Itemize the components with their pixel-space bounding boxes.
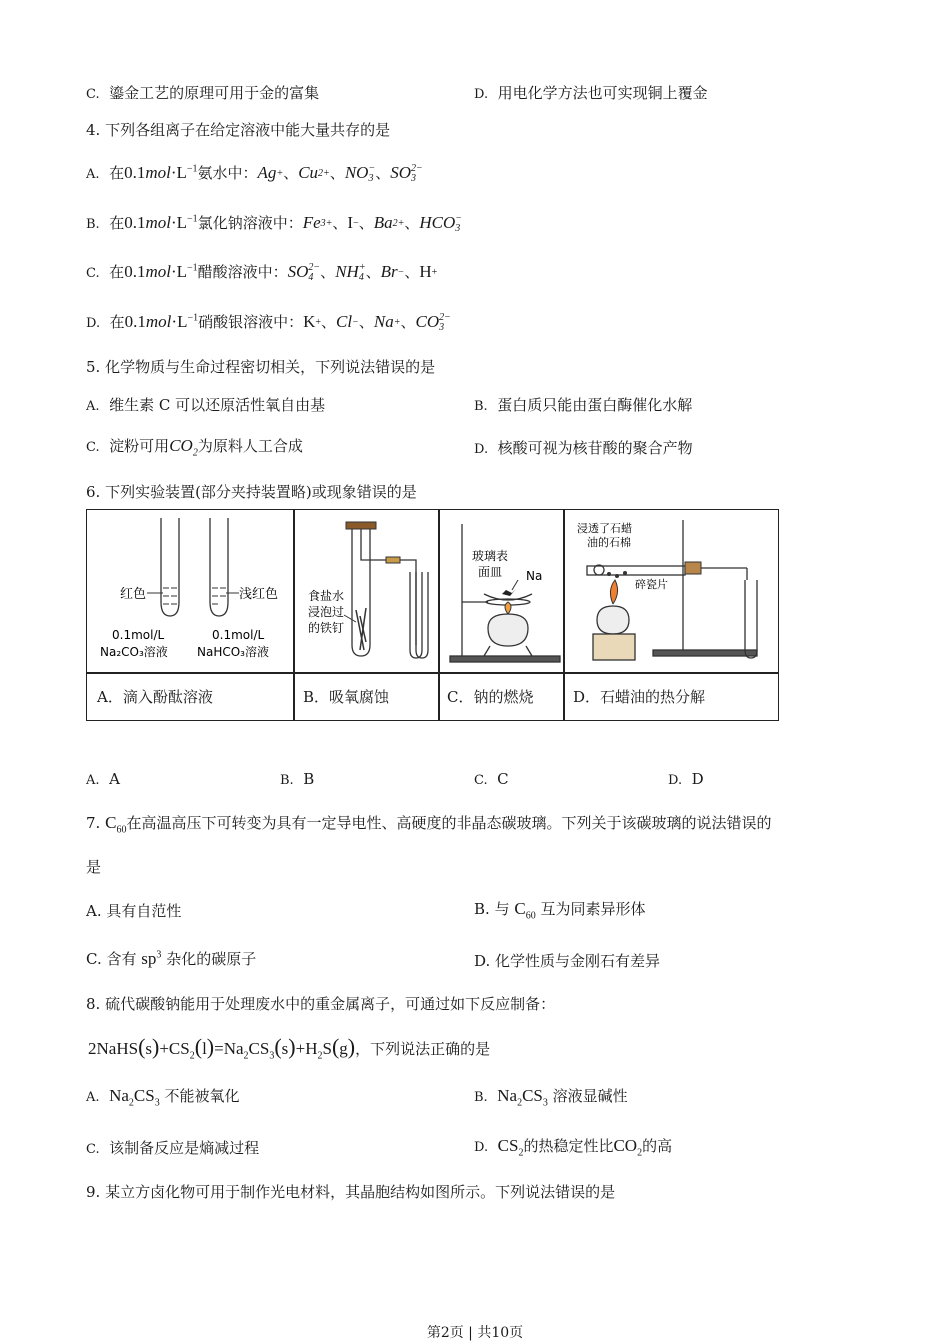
option-text-tail: 互为同素异形体 [540, 900, 646, 918]
label-dish: 面皿 [478, 565, 503, 579]
concentration-unit: mol [145, 312, 172, 331]
solvent-text: 氯化钠溶液中： [197, 214, 303, 232]
caption-a: A．滴入酚酞溶液 [97, 688, 213, 706]
question-8-stem: 8. 硫代碳酸钠能用于处理废水中的重金属离子，可通过如下反应制备： [86, 995, 556, 1013]
concentration-value: 0.1 [124, 262, 146, 281]
ion-formula: SO 2− 3 [390, 163, 423, 185]
ion-separator: 、 [365, 263, 381, 281]
formula-sp3: $sp^3$ [141, 949, 162, 968]
formula-na2cs3: $Na_2CS_3$ [109, 1086, 160, 1109]
solvent-text: 硝酸银溶液中： [198, 313, 304, 331]
option-letter: C. [86, 1142, 100, 1157]
experiment-table [86, 509, 779, 721]
label-porcelain-chips: 碎瓷片 [635, 578, 668, 591]
page-footer: 第2页 | 共10页 [426, 1325, 524, 1341]
label-solution-2: NaHCO₃溶液 [197, 645, 269, 659]
formula-c60: $C_{60}$ [105, 813, 127, 836]
option-letter: B. [474, 399, 488, 414]
ion-formula: Ba 2+ [373, 213, 405, 232]
option-text: 在 [109, 164, 125, 182]
formula-na2cs3: $Na_2CS_3$ [497, 1086, 548, 1109]
option-letter: D. [668, 773, 683, 788]
option-letter: A. [86, 1090, 100, 1105]
ion-separator: 、 [400, 313, 416, 331]
label-solution-1: Na₂CO₃溶液 [100, 645, 168, 659]
option-text: 与 [494, 900, 510, 918]
caption-b: B．吸氧腐蚀 [303, 688, 390, 706]
figure-a-test-tubes [87, 510, 293, 672]
option-7d [474, 950, 660, 971]
ion-formula: NH + 4 [335, 262, 366, 284]
option-letter: A. [86, 399, 100, 414]
ion-formula: SO 2− 4 [287, 262, 321, 284]
option-text: 具有自范性 [106, 902, 182, 920]
label-red: 红色 [120, 587, 147, 602]
option-text: D [691, 770, 704, 788]
option-letter: A. [86, 167, 100, 182]
figure-c-sodium-burning [440, 510, 563, 672]
option-8b [474, 1085, 628, 1108]
equation-tail: ，下列说法正确的是 [355, 1040, 491, 1058]
option-text: 淀粉可用 [109, 437, 170, 455]
option-8c [86, 1137, 259, 1158]
figure-d-paraffin-cracking [565, 510, 779, 672]
option-letter: B. [86, 217, 100, 232]
option-text: 在 [109, 263, 125, 281]
ion-formula: Cu 2+ [298, 163, 330, 182]
ion-formula: HCO − 3 [419, 213, 463, 235]
option-text: 不能被氧化 [164, 1087, 240, 1105]
option-text: 用电化学方法也可实现铜上覆金 [497, 84, 708, 102]
ion-separator: 、 [358, 214, 374, 232]
ion-separator: 、 [404, 263, 420, 281]
option-text: B [303, 770, 315, 788]
ion-separator: 、 [320, 263, 336, 281]
option-letter: B. [474, 1090, 488, 1105]
concentration-unit-l: $\cdot L^{-1}$ [171, 213, 198, 232]
option-6a [86, 770, 120, 788]
option-letter: A. [86, 773, 100, 788]
option-text: A [109, 770, 120, 788]
caption-d: D．石蜡油的热分解 [573, 688, 706, 706]
option-5d [474, 437, 693, 458]
ion-formula: H + [419, 262, 438, 281]
option-4a [86, 162, 423, 184]
option-letter: C. [86, 87, 100, 102]
ion-separator: 、 [375, 164, 391, 182]
option-5c [86, 435, 303, 458]
ion-formula: Ag + [257, 163, 284, 182]
ion-separator: 、 [283, 164, 299, 182]
option-letter: D. [86, 316, 101, 331]
option-7b [474, 898, 646, 921]
concentration-value: 0.1 [124, 163, 146, 182]
option-4b [86, 212, 462, 234]
ion-separator: 、 [358, 313, 374, 331]
formula-cs2: $CS_2$ [497, 1136, 524, 1159]
option-5a [86, 394, 325, 415]
option-6b [280, 770, 314, 788]
ion-separator: 、 [332, 214, 348, 232]
concentration-unit-l: $\cdot L^{-1}$ [170, 262, 198, 281]
option-letter: B. [280, 773, 294, 788]
option-3c [86, 82, 319, 103]
question-9-stem: 9. 某立方卤化物可用于制作光电材料，其晶胞结构如图所示。下列说法错误的是 [86, 1183, 616, 1201]
option-text: C [497, 770, 509, 788]
question-number: 7. [86, 814, 101, 832]
label-conc-2: 0.1mol/L [212, 628, 265, 642]
concentration-value: 0.1 [124, 312, 146, 331]
concentration-unit: mol [145, 262, 171, 281]
option-letter: C. [474, 773, 488, 788]
option-text: 含有 [106, 950, 137, 968]
option-text: 化学性质与金刚石有差异 [495, 952, 661, 970]
label-soaked: 浸泡过 [308, 605, 345, 619]
question-4-stem: 4. 下列各组离子在给定溶液中能大量共存的是 [86, 121, 391, 139]
option-letter: B. [474, 900, 490, 918]
formula-c60: $C_{60}$ [514, 899, 536, 922]
ion-formula: Cl − [336, 312, 359, 331]
table-divider [87, 672, 778, 674]
ion-formula: I − [347, 213, 359, 232]
option-text: 溶液显碱性 [552, 1087, 628, 1105]
option-letter: C. [86, 440, 100, 455]
option-text: 该制备反应是熵减过程 [109, 1139, 260, 1157]
option-letter: D. [474, 442, 489, 457]
label-iron-nail: 的铁钉 [308, 621, 345, 635]
label-watch-glass: 玻璃表 [472, 549, 509, 563]
ion-formula: Fe 3+ [302, 213, 333, 232]
option-5b [474, 394, 692, 415]
option-text: 蛋白质只能由蛋白酶催化水解 [497, 396, 693, 414]
concentration-unit-l: $\cdot L^{-1}$ [171, 312, 199, 331]
ion-formula: Na + [373, 312, 401, 331]
question-7-stem-line2: 是 [86, 858, 102, 876]
solvent-text: 氨水中： [197, 164, 258, 182]
option-text: 维生素 C 可以还原活性氧自由基 [109, 396, 326, 414]
formula-co2: $CO_2$ [169, 436, 198, 459]
option-4c [86, 261, 437, 283]
option-letter: A. [86, 902, 102, 920]
option-8a [86, 1085, 240, 1108]
ion-separator: 、 [329, 164, 345, 182]
option-text: 鎏金工艺的原理可用于金的富集 [109, 84, 320, 102]
stem-text: 在高温高压下可转变为具有一定导电性、高硬度的非晶态碳玻璃。下列关于该碳玻璃的说法错误的 [126, 814, 772, 832]
option-4d [86, 311, 451, 333]
question-7-stem-line1 [86, 812, 771, 835]
reaction-equation [88, 1034, 490, 1061]
option-8d [474, 1135, 672, 1158]
concentration-unit: mol [145, 213, 171, 232]
ion-formula: Br − [380, 262, 405, 281]
question-6-stem: 6. 下列实验装置(部分夹持装置略)或现象错误的是 [86, 483, 417, 501]
option-text: 的热稳定性比 [523, 1137, 614, 1155]
label-soaked-asbestos-2: 油的石棉 [587, 536, 631, 549]
option-letter: C. [86, 950, 102, 968]
option-text: 核酸可视为核苷酸的聚合产物 [497, 439, 693, 457]
caption-c: C．钠的燃烧 [447, 688, 534, 706]
label-brine: 食盐水 [308, 589, 345, 603]
option-letter: D. [474, 1140, 489, 1155]
option-text-tail: 为原料人工合成 [197, 437, 303, 455]
concentration-unit: mol [145, 163, 171, 182]
ion-separator: 、 [404, 214, 420, 232]
option-text-tail: 的高 [642, 1137, 673, 1155]
question-5-stem: 5. 化学物质与生命过程密切相关，下列说法错误的是 [86, 358, 436, 376]
concentration-unit-l: $\cdot L^{-1}$ [170, 163, 198, 182]
option-7c [86, 948, 256, 969]
concentration-value: 0.1 [124, 213, 146, 232]
option-6c [474, 770, 509, 788]
ion-formula: NO − 3 [344, 163, 376, 185]
option-text: 在 [109, 214, 125, 232]
option-letter: D. [474, 87, 489, 102]
option-letter: C. [86, 266, 100, 281]
equation-formula: $2NaHS(s)+CS_2(l)=Na_2CS_3(s)+H_2S(g)$ [88, 1034, 356, 1062]
option-3d [474, 82, 708, 103]
label-conc-1: 0.1mol/L [112, 628, 165, 642]
ion-formula: CO 2− 3 [415, 312, 451, 334]
formula-co2: $CO_2$ [613, 1136, 643, 1159]
ion-separator: 、 [321, 313, 337, 331]
label-light-red: 浅红色 [239, 587, 279, 602]
label-na: Na [526, 569, 543, 583]
option-7a [86, 900, 181, 921]
ion-formula: K + [303, 312, 322, 331]
label-soaked-asbestos-1: 浸透了石蜡 [577, 522, 632, 535]
option-6d [668, 770, 704, 788]
option-text-tail: 杂化的碳原子 [166, 950, 257, 968]
option-text: 在 [109, 313, 125, 331]
solvent-text: 醋酸溶液中： [197, 263, 288, 281]
option-letter: D. [474, 952, 491, 970]
figure-b-rust-apparatus [294, 510, 438, 672]
